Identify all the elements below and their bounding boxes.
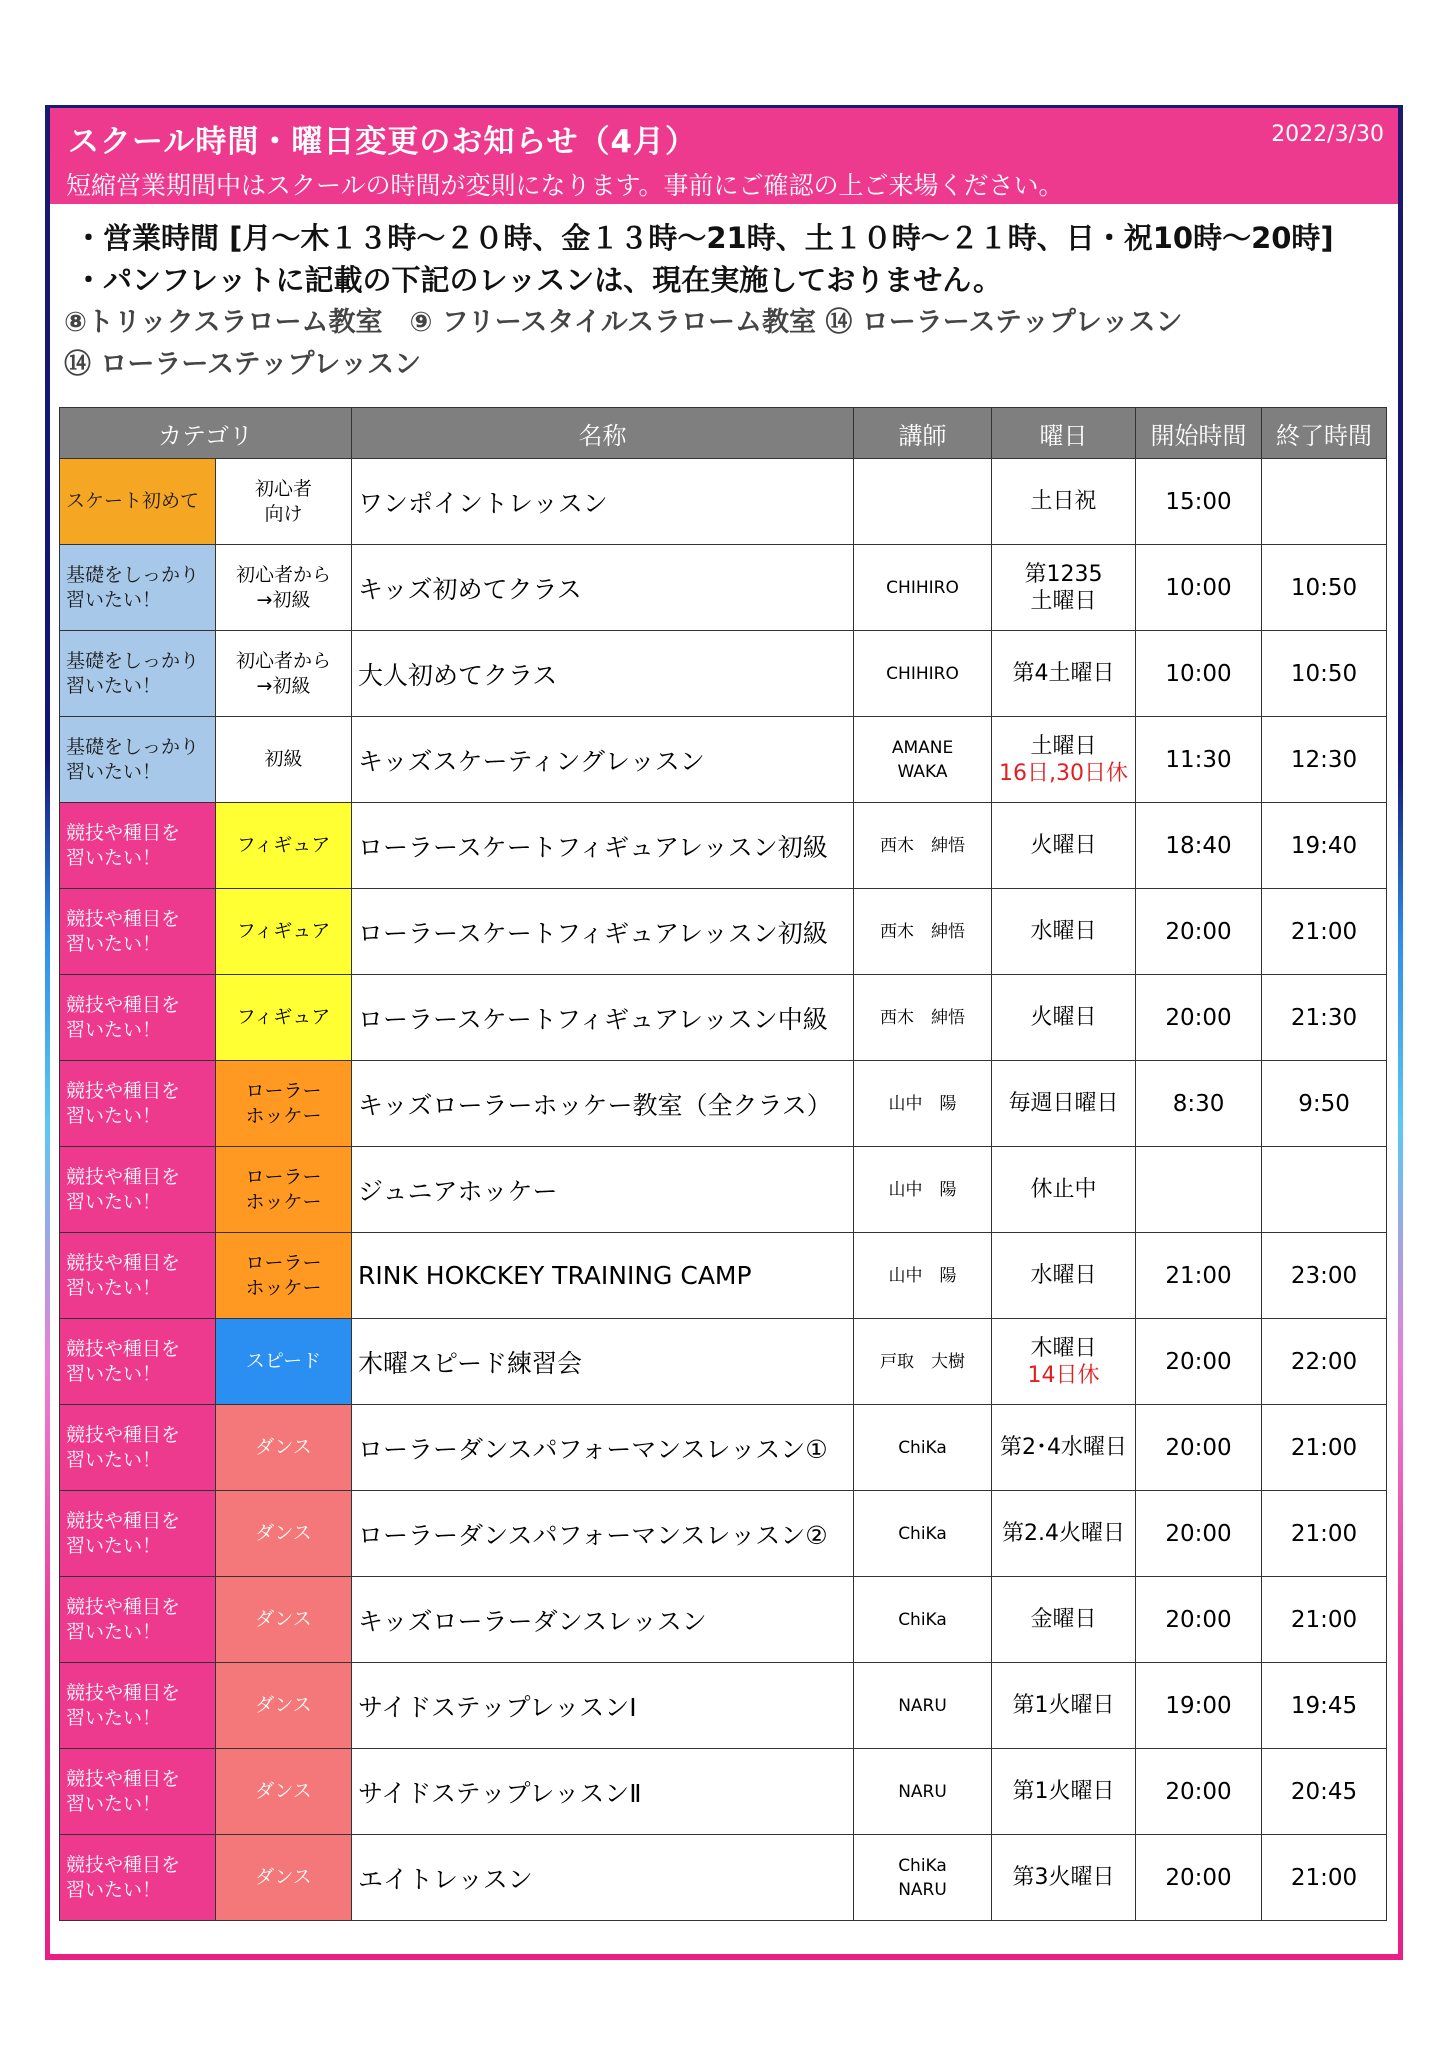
subcategory-cell: 初心者から →初級: [216, 631, 352, 717]
schedule-table: [59, 407, 1387, 1921]
table-row: [60, 1061, 1387, 1147]
lesson-name-cell: エイトレッスン: [352, 1835, 854, 1921]
end-time-cell: [1262, 459, 1387, 545]
subcategory-cell: 初心者から →初級: [216, 545, 352, 631]
start-time-cell: 20:00: [1136, 975, 1262, 1061]
start-time-cell: 20:00: [1136, 1835, 1262, 1921]
lesson-name-cell: RINK HOKCKEY TRAINING CAMP: [352, 1233, 854, 1319]
instructor-cell: ChiKa: [854, 1491, 992, 1577]
frame-left-border: [45, 108, 50, 1958]
category-cell: 競技や種目を 習いたい！: [60, 803, 216, 889]
suspended-lessons-note: ・パンフレットに記載の下記のレッスンは、現在実施しておりません。: [74, 263, 1003, 297]
start-time-cell: 20:00: [1136, 1749, 1262, 1835]
header-name: 名称: [352, 408, 854, 459]
subcategory-cell: ダンス: [216, 1663, 352, 1749]
suspended-lessons-list-extra: ⑭ ローラーステップレッスン: [64, 349, 422, 380]
start-time-cell: 18:40: [1136, 803, 1262, 889]
subcategory-cell: ダンス: [216, 1405, 352, 1491]
table-row: [60, 1835, 1387, 1921]
start-time-cell: 19:00: [1136, 1663, 1262, 1749]
day-cell: 第2･4水曜日: [992, 1405, 1136, 1491]
table-row: [60, 803, 1387, 889]
start-time-cell: 20:00: [1136, 1491, 1262, 1577]
table-header-row: [60, 408, 1387, 459]
subcategory-cell: 初心者 向け: [216, 459, 352, 545]
table-row: [60, 631, 1387, 717]
instructor-cell: CHIHIRO: [854, 631, 992, 717]
end-time-cell: 21:30: [1262, 975, 1387, 1061]
instructor-cell: ChiKa NARU: [854, 1835, 992, 1921]
end-time-cell: 23:00: [1262, 1233, 1387, 1319]
lesson-name-cell: キッズローラーホッケー教室（全クラス）: [352, 1061, 854, 1147]
lesson-name-cell: キッズローラーダンスレッスン: [352, 1577, 854, 1663]
subcategory-cell: ダンス: [216, 1577, 352, 1663]
frame-right-border: [1398, 108, 1403, 1958]
category-cell: 競技や種目を 習いたい！: [60, 1405, 216, 1491]
schedule-rows: [60, 459, 1387, 1921]
end-time-cell: 19:45: [1262, 1663, 1387, 1749]
end-time-cell: 22:00: [1262, 1319, 1387, 1405]
holiday-note: 16日,30日休: [999, 760, 1128, 786]
day-cell: 木曜日 14日休: [992, 1319, 1136, 1405]
day-cell: 土日祝: [992, 459, 1136, 545]
lesson-name-cell: ローラーダンスパフォーマンスレッスン②: [352, 1491, 854, 1577]
table-row: [60, 1405, 1387, 1491]
end-time-cell: 9:50: [1262, 1061, 1387, 1147]
start-time-cell: 20:00: [1136, 889, 1262, 975]
instructor-cell: 山中 陽: [854, 1061, 992, 1147]
day-cell: 第4土曜日: [992, 631, 1136, 717]
header-instructor: 講師: [854, 408, 992, 459]
subcategory-cell: ダンス: [216, 1835, 352, 1921]
start-time-cell: 10:00: [1136, 631, 1262, 717]
end-time-cell: 21:00: [1262, 889, 1387, 975]
subcategory-cell: フィギュア: [216, 889, 352, 975]
lesson-name-cell: ローラースケートフィギュアレッスン初級: [352, 803, 854, 889]
end-time-cell: 21:00: [1262, 1835, 1387, 1921]
category-cell: 競技や種目を 習いたい！: [60, 1577, 216, 1663]
start-time-cell: 11:30: [1136, 717, 1262, 803]
category-cell: 競技や種目を 習いたい！: [60, 1663, 216, 1749]
subcategory-cell: ダンス: [216, 1749, 352, 1835]
category-cell: 基礎をしっかり 習いたい！: [60, 631, 216, 717]
day-cell: 火曜日: [992, 803, 1136, 889]
instructor-cell: 山中 陽: [854, 1147, 992, 1233]
lesson-name-cell: キッズスケーティングレッスン: [352, 717, 854, 803]
category-cell: 競技や種目を 習いたい！: [60, 1749, 216, 1835]
instructor-cell: NARU: [854, 1663, 992, 1749]
day-cell: 休止中: [992, 1147, 1136, 1233]
instructor-cell: 戸取 大樹: [854, 1319, 992, 1405]
frame-bottom-border: [45, 1954, 1403, 1960]
start-time-cell: 15:00: [1136, 459, 1262, 545]
end-time-cell: 21:00: [1262, 1405, 1387, 1491]
day-cell: 水曜日: [992, 1233, 1136, 1319]
lesson-name-cell: 木曜スピード練習会: [352, 1319, 854, 1405]
business-hours-note: ・営業時間 [月～木１３時～２０時、金１３時～21時、土１０時～２１時、日・祝10時～20時]: [74, 221, 1334, 255]
start-time-cell: 20:00: [1136, 1577, 1262, 1663]
day-cell: 第2.4火曜日: [992, 1491, 1136, 1577]
day-cell: 火曜日: [992, 975, 1136, 1061]
start-time-cell: 20:00: [1136, 1319, 1262, 1405]
subcategory-cell: 初級: [216, 717, 352, 803]
day-cell: 土曜日 16日,30日休: [992, 717, 1136, 803]
instructor-cell: 山中 陽: [854, 1233, 992, 1319]
header-start-time: 開始時間: [1136, 408, 1262, 459]
category-cell: 競技や種目を 習いたい！: [60, 1147, 216, 1233]
start-time-cell: [1136, 1147, 1262, 1233]
day-cell: 第1235 土曜日: [992, 545, 1136, 631]
subcategory-cell: フィギュア: [216, 803, 352, 889]
holiday-note: 14日休: [1027, 1362, 1100, 1388]
day-cell: 毎週日曜日: [992, 1061, 1136, 1147]
end-time-cell: [1262, 1147, 1387, 1233]
end-time-cell: 10:50: [1262, 631, 1387, 717]
header-banner: [50, 108, 1398, 204]
header-day: 曜日: [992, 408, 1136, 459]
table-row: [60, 545, 1387, 631]
instructor-cell: 西木 紳悟: [854, 889, 992, 975]
start-time-cell: 8:30: [1136, 1061, 1262, 1147]
day-cell: 水曜日: [992, 889, 1136, 975]
header-end-time: 終了時間: [1262, 408, 1387, 459]
instructor-cell: AMANE WAKA: [854, 717, 992, 803]
start-time-cell: 21:00: [1136, 1233, 1262, 1319]
instructor-cell: 西木 紳悟: [854, 803, 992, 889]
table-row: [60, 1491, 1387, 1577]
lesson-name-cell: ワンポイントレッスン: [352, 459, 854, 545]
instructor-cell: NARU: [854, 1749, 992, 1835]
category-cell: スケート初めて: [60, 459, 216, 545]
instructor-cell: ChiKa: [854, 1405, 992, 1491]
day-cell: 第1火曜日: [992, 1749, 1136, 1835]
table-row: [60, 975, 1387, 1061]
instructor-cell: [854, 459, 992, 545]
category-cell: 競技や種目を 習いたい！: [60, 975, 216, 1061]
day-cell: 金曜日: [992, 1577, 1136, 1663]
table-row: [60, 459, 1387, 545]
start-time-cell: 10:00: [1136, 545, 1262, 631]
lesson-name-cell: ローラースケートフィギュアレッスン初級: [352, 889, 854, 975]
table-row: [60, 1577, 1387, 1663]
table-row: [60, 1319, 1387, 1405]
page-title: スクール時間・曜日変更のお知らせ（4月）: [68, 124, 698, 160]
category-cell: 競技や種目を 習いたい！: [60, 889, 216, 975]
subcategory-cell: ダンス: [216, 1491, 352, 1577]
lesson-name-cell: キッズ初めてクラス: [352, 545, 854, 631]
table-row: [60, 1233, 1387, 1319]
page-subtitle: 短縮営業期間中はスクールの時間が変則になります。事前にご確認の上ご来場ください。: [66, 171, 1064, 200]
end-time-cell: 21:00: [1262, 1491, 1387, 1577]
end-time-cell: 12:30: [1262, 717, 1387, 803]
end-time-cell: 21:00: [1262, 1577, 1387, 1663]
notice-date: 2022/3/30: [1271, 122, 1384, 147]
subcategory-cell: ローラー ホッケー: [216, 1147, 352, 1233]
lesson-name-cell: ジュニアホッケー: [352, 1147, 854, 1233]
category-cell: 競技や種目を 習いたい！: [60, 1233, 216, 1319]
instructor-cell: CHIHIRO: [854, 545, 992, 631]
day-cell: 第1火曜日: [992, 1663, 1136, 1749]
lesson-name-cell: サイドステップレッスンⅠ: [352, 1663, 854, 1749]
start-time-cell: 20:00: [1136, 1405, 1262, 1491]
category-cell: 基礎をしっかり 習いたい！: [60, 717, 216, 803]
table-row: [60, 1663, 1387, 1749]
table-row: [60, 1147, 1387, 1233]
lesson-name-cell: ローラースケートフィギュアレッスン中級: [352, 975, 854, 1061]
subcategory-cell: ローラー ホッケー: [216, 1061, 352, 1147]
subcategory-cell: ローラー ホッケー: [216, 1233, 352, 1319]
header-category: カテゴリ: [60, 408, 352, 459]
end-time-cell: 20:45: [1262, 1749, 1387, 1835]
lesson-name-cell: 大人初めてクラス: [352, 631, 854, 717]
suspended-lessons-list: ⑧トリックスラローム教室 ⑨ フリースタイルスラローム教室 ⑭ ローラーステップレッスン: [64, 307, 1183, 338]
category-cell: 競技や種目を 習いたい！: [60, 1319, 216, 1405]
category-cell: 競技や種目を 習いたい！: [60, 1061, 216, 1147]
category-cell: 基礎をしっかり 習いたい！: [60, 545, 216, 631]
table-row: [60, 717, 1387, 803]
instructor-cell: ChiKa: [854, 1577, 992, 1663]
end-time-cell: 19:40: [1262, 803, 1387, 889]
end-time-cell: 10:50: [1262, 545, 1387, 631]
lesson-name-cell: ローラーダンスパフォーマンスレッスン①: [352, 1405, 854, 1491]
subcategory-cell: フィギュア: [216, 975, 352, 1061]
instructor-cell: 西木 紳悟: [854, 975, 992, 1061]
day-cell: 第3火曜日: [992, 1835, 1136, 1921]
lesson-name-cell: サイドステップレッスンⅡ: [352, 1749, 854, 1835]
category-cell: 競技や種目を 習いたい！: [60, 1835, 216, 1921]
subcategory-cell: スピード: [216, 1319, 352, 1405]
table-row: [60, 889, 1387, 975]
category-cell: 競技や種目を 習いたい！: [60, 1491, 216, 1577]
table-row: [60, 1749, 1387, 1835]
